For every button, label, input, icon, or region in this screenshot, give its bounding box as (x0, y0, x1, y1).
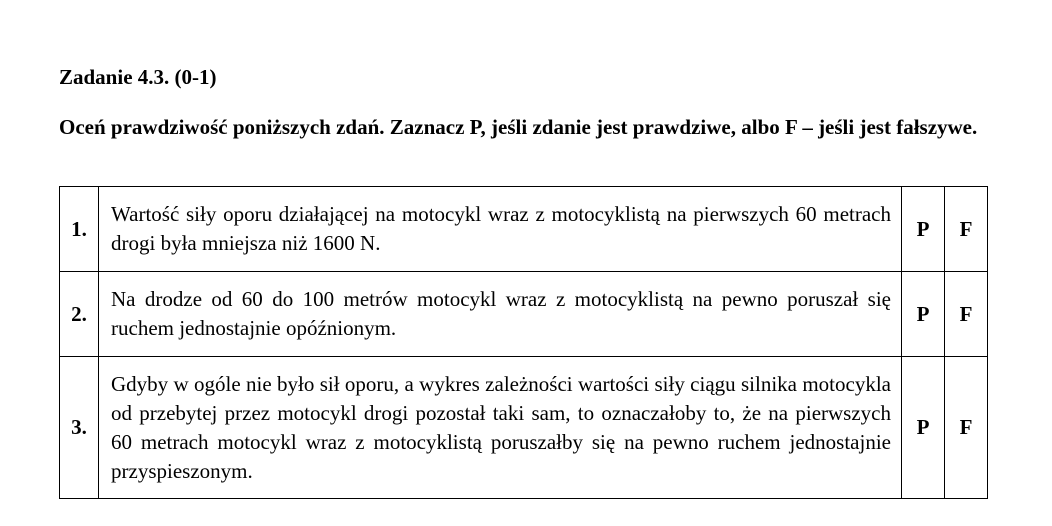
true-option-cell[interactable]: P (902, 272, 945, 357)
statement-number: 1. (60, 187, 99, 272)
statement-text (99, 357, 902, 499)
statement-row-2 (60, 272, 988, 357)
statement-text (99, 187, 902, 272)
statement-text-content: Gdyby w ogóle nie było sił oporu, a wykres zależności wartości siły ciągu silnika motocykla od przebytej przez motocykl drogi pozostał taki sam, to oznaczałoby to, że na pierwszych 60 metrach motocykl wraz z motocyklistą poruszałby się na pewno ruchem jednostajnie przyspieszonym. (111, 371, 891, 483)
statement-text (99, 272, 902, 357)
false-option-cell[interactable]: F (945, 187, 988, 272)
task-title: Zadanie 4.3. (0-1) (59, 65, 217, 89)
statement-text-content: Wartość siły oporu działającej na motocykl wraz z motocyklistą na pierwszych 60 metrach drogi była mniejsza niż 1600 N. (111, 202, 891, 255)
statement-text-content: Na drodze od 60 do 100 metrów motocykl wraz z motocyklistą na pewno poruszał się ruchem jednostajnie opóźnionym. (111, 287, 891, 340)
task-instruction: Oceń prawdziwość poniższych zdań. Zaznacz P, jeśli zdanie jest prawdziwe, albo F – jeśli jest fałszywe. (59, 115, 978, 139)
statement-number: 2. (60, 272, 99, 357)
statement-row-1 (60, 187, 988, 272)
true-false-table (59, 186, 988, 499)
true-option-cell[interactable]: P (902, 187, 945, 272)
true-option-cell[interactable]: P (902, 357, 945, 499)
false-option-cell[interactable]: F (945, 357, 988, 499)
false-option-cell[interactable]: F (945, 272, 988, 357)
statement-number: 3. (60, 357, 99, 499)
statement-row-3 (60, 357, 988, 499)
